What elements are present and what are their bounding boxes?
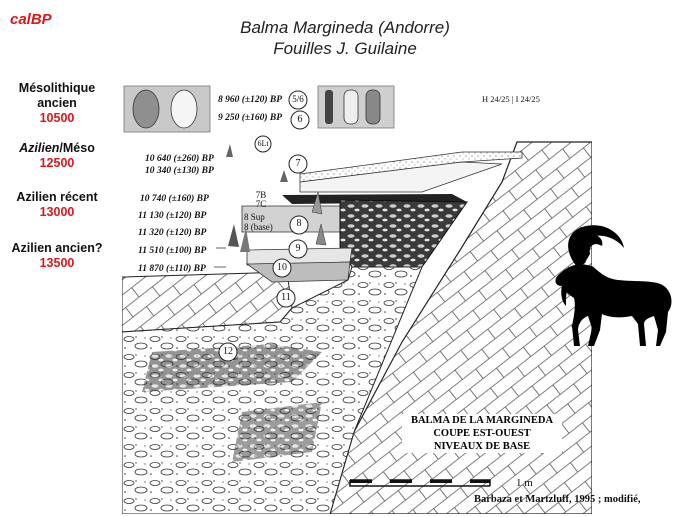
title-line-2: Fouilles J. Guilaine: [273, 39, 417, 58]
caption-line-3: NIVEAUX DE BASE: [433, 441, 531, 452]
level-label-10: 10: [277, 262, 287, 273]
period-name-2: ancien: [37, 96, 77, 110]
level-label-11: 11: [281, 292, 291, 303]
period-name-italic: Azilien: [19, 141, 60, 155]
date-label: 10 340 (±130) BP: [145, 166, 214, 176]
date-label: 11 130 (±120) BP: [138, 211, 207, 221]
period-age: 10500: [39, 111, 75, 125]
level-label-7c: 7C: [255, 199, 267, 209]
date-label: 10 640 (±260) BP: [145, 154, 214, 164]
section-caption: [402, 414, 562, 453]
level-label-7: 7: [295, 158, 301, 169]
period-azilien-recent: [0, 190, 114, 220]
date-label: 11 870 (±110) BP: [138, 264, 206, 274]
scale-label: 1 m: [516, 477, 533, 489]
level-label-8-sup: 8 Sup: [244, 212, 265, 222]
period-name: Azilien ancien?: [11, 241, 103, 255]
level-label-7b: 7B: [255, 190, 267, 200]
period-azilien-meso: [0, 141, 114, 171]
caption-line-2: COUPE EST-OUEST: [433, 428, 531, 439]
level-label-12: 12: [223, 346, 233, 357]
period-age: 12500: [39, 156, 75, 170]
calbp-label: calBP: [10, 11, 52, 28]
level-label-6: 6: [297, 114, 303, 125]
date-label: 9 250 (±160) BP: [218, 113, 283, 123]
level-label-9: 9: [295, 243, 301, 254]
caption-line-1: BALMA DE LA MARGINEDA: [410, 415, 554, 426]
level-label-6lt: 6Lt: [257, 139, 269, 148]
period-age: 13500: [39, 256, 75, 270]
level-label-8: 8: [296, 218, 302, 229]
date-label: 11 510 (±100) BP: [138, 246, 207, 256]
period-azilien-ancien: [0, 241, 114, 271]
date-label: 10 740 (±160) BP: [140, 194, 209, 204]
date-label: 8 960 (±120) BP: [218, 95, 283, 105]
period-name: Azilien récent: [16, 190, 98, 204]
grid-square-label: H 24/25 | I 24/25: [482, 94, 540, 104]
date-label: 11 320 (±120) BP: [138, 228, 207, 238]
period-name-rest: /Méso: [59, 141, 95, 155]
source-credit: Barbaza et Martzluff, 1995 ; modifié,: [474, 494, 641, 505]
period-name: Mésolithique: [18, 81, 96, 95]
level-label-5-6: 5/6: [292, 94, 304, 104]
level-label-8-base: 8 (base): [244, 222, 273, 232]
period-age: 13000: [39, 205, 75, 219]
page-title: [0, 17, 690, 59]
title-line-1: Balma Margineda (Andorre): [240, 18, 450, 37]
ibex-silhouette-icon: [548, 220, 678, 350]
period-mesolithique-ancien: [0, 81, 114, 126]
